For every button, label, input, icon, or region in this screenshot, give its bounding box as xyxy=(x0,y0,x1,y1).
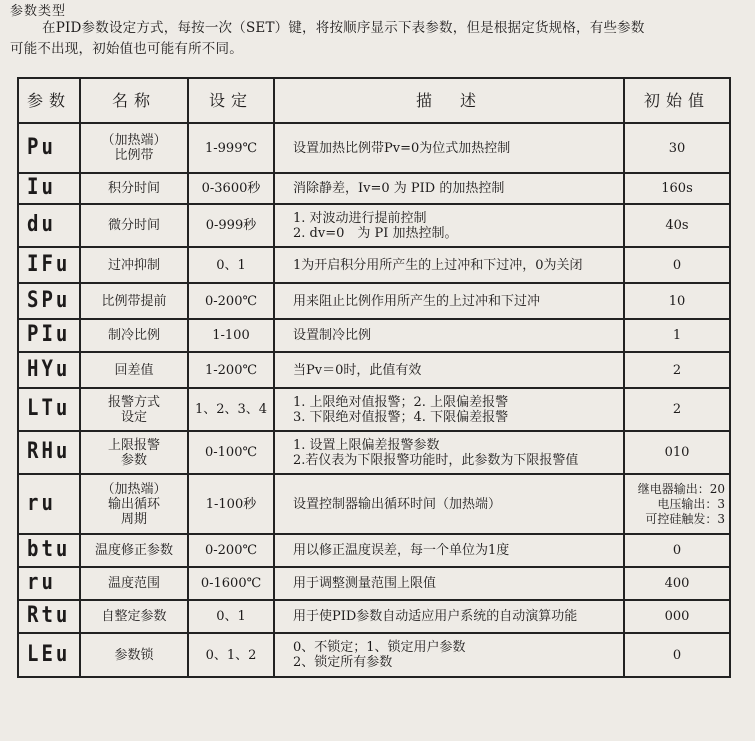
param-code: HYu xyxy=(27,355,71,382)
table-row xyxy=(18,283,730,319)
param-initial-cell xyxy=(624,352,730,388)
header-initial: 初始值 xyxy=(624,78,730,123)
param-initial-cell xyxy=(624,567,730,600)
param-initial-cell xyxy=(624,600,730,633)
param-description-line: 设置制冷比例 xyxy=(293,328,372,343)
param-setting-cell: 1-200℃ xyxy=(188,352,274,388)
param-description-cell xyxy=(274,173,624,204)
param-initial-cell xyxy=(624,633,730,677)
param-setting-cell: 0、1 xyxy=(188,247,274,283)
param-code-cell xyxy=(18,247,80,283)
table-row xyxy=(18,534,730,567)
param-code: IFu xyxy=(27,250,71,277)
param-setting-cell: 0-200℃ xyxy=(188,534,274,567)
param-initial-value: 0 xyxy=(672,257,682,273)
param-name-line: 输出循环 xyxy=(107,496,160,512)
table-body xyxy=(18,123,730,677)
parameter-table xyxy=(17,77,731,678)
param-description-line: 1为开启积分用所产生的上过冲和下过冲，0为关闭 xyxy=(293,257,583,273)
param-name-line: 周期 xyxy=(120,511,147,527)
param-setting-cell: 0-999秒 xyxy=(188,204,274,247)
header-code: 参数 xyxy=(18,78,80,123)
param-description-line: 2. dv=0 为 PI 加热控制。 xyxy=(293,225,458,241)
param-code-cell xyxy=(18,534,80,567)
param-name-cell xyxy=(80,431,188,474)
param-name-line: 积分时间 xyxy=(107,181,160,196)
param-code: Iu xyxy=(27,174,56,200)
param-name-line: 参数锁 xyxy=(114,647,154,663)
param-description-line: 用来阻止比例作用所产生的上过冲和下过冲 xyxy=(293,293,541,309)
table-row xyxy=(18,474,730,534)
table-header-row xyxy=(18,78,730,123)
param-initial-value: 000 xyxy=(664,609,690,624)
param-name-cell xyxy=(80,173,188,204)
param-name-cell xyxy=(80,388,188,431)
param-initial-value: 可控硅触发：3 xyxy=(645,511,725,526)
param-name-cell xyxy=(80,474,188,534)
param-initial-value: 继电器输出：20 xyxy=(637,481,725,496)
table-row xyxy=(18,431,730,474)
param-description-line: 2、锁定所有参数 xyxy=(293,655,393,670)
param-code: RHu xyxy=(27,438,71,464)
param-description-line: 用于调整测量范围上限值 xyxy=(293,576,437,591)
param-name-line: 回差值 xyxy=(114,362,154,378)
param-initial-cell xyxy=(624,431,730,474)
param-initial-value: 010 xyxy=(664,445,690,460)
param-code-cell xyxy=(18,431,80,474)
param-name-cell xyxy=(80,534,188,567)
header-setting: 设定 xyxy=(188,78,274,123)
param-description-cell xyxy=(274,283,624,319)
param-initial-value: 0 xyxy=(672,647,682,663)
param-description-line: 1. 上限绝对值报警；2. 上限偏差报警 xyxy=(293,394,509,410)
param-name-line: 报警方式 xyxy=(107,394,160,410)
param-code-cell xyxy=(18,600,80,633)
param-code-cell xyxy=(18,388,80,431)
section-title: 参数类型 xyxy=(10,4,67,19)
param-initial-cell xyxy=(624,474,730,534)
param-code: btu xyxy=(27,536,71,562)
param-name-line: 微分时间 xyxy=(107,218,160,233)
table-row xyxy=(18,173,730,204)
param-description-line: 用于使PID参数自动适应用户系统的自动演算功能 xyxy=(293,609,578,624)
param-description-line: 2.若仪表为下限报警功能时，此参数为下限报警值 xyxy=(293,452,579,468)
param-initial-value: 10 xyxy=(668,293,686,309)
param-description-line: 3. 下限绝对值报警；4. 下限偏差报警 xyxy=(293,409,509,425)
param-initial-cell xyxy=(624,204,730,247)
param-description-cell xyxy=(274,204,624,247)
param-name-cell xyxy=(80,600,188,633)
param-description-line: 0、不锁定；1、锁定用户参数 xyxy=(293,640,466,655)
param-code-cell xyxy=(18,474,80,534)
param-initial-value: 400 xyxy=(664,576,690,591)
param-initial-value: 1 xyxy=(672,328,682,343)
param-name-cell xyxy=(80,123,188,173)
param-initial-value: 0 xyxy=(672,543,682,558)
param-setting-cell: 1-100秒 xyxy=(188,474,274,534)
table-row xyxy=(18,633,730,677)
param-initial-value: 2 xyxy=(672,362,682,378)
param-initial-cell xyxy=(624,534,730,567)
param-name-line: 设定 xyxy=(120,409,147,425)
table-row xyxy=(18,567,730,600)
param-code: ru xyxy=(27,569,56,595)
param-description-cell xyxy=(274,388,624,431)
param-name-line: （加热端） xyxy=(101,481,167,497)
param-description-line: 设置加热比例带Pv=0为位式加热控制 xyxy=(293,140,511,156)
param-code: du xyxy=(27,211,56,237)
param-code-cell xyxy=(18,633,80,677)
param-setting-cell: 0-100℃ xyxy=(188,431,274,474)
param-code: LEu xyxy=(27,640,71,667)
param-code-cell xyxy=(18,567,80,600)
param-description-cell xyxy=(274,600,624,633)
param-description-cell xyxy=(274,633,624,677)
param-name-cell xyxy=(80,319,188,352)
header-description: 描 述 xyxy=(274,78,624,123)
param-initial-value: 2 xyxy=(672,402,682,417)
param-name-line: 自整定参数 xyxy=(101,609,167,624)
param-name-line: 参数 xyxy=(120,452,147,468)
param-code: Pu xyxy=(27,133,56,160)
table-row xyxy=(18,123,730,173)
param-description-line: 当Pv＝0时，此值有效 xyxy=(293,362,422,378)
param-name-line: 上限报警 xyxy=(107,437,160,453)
table-row xyxy=(18,388,730,431)
param-code-cell xyxy=(18,173,80,204)
param-setting-cell: 1、2、3、4 xyxy=(188,388,274,431)
param-description-cell xyxy=(274,567,624,600)
intro-line-2: 可能不出现，初始值也可能有所不同。 xyxy=(10,41,243,57)
param-code: LTu xyxy=(27,395,71,421)
table-row xyxy=(18,600,730,633)
param-name-line: 温度范围 xyxy=(107,576,160,591)
param-code: PIu xyxy=(27,321,71,347)
table-row xyxy=(18,204,730,247)
param-setting-cell: 0-3600秒 xyxy=(188,173,274,204)
param-description-cell xyxy=(274,534,624,567)
param-description-line: 消除静差，Iv=0 为 PID 的加热控制 xyxy=(293,181,505,196)
param-initial-cell xyxy=(624,319,730,352)
param-setting-cell: 0、1、2 xyxy=(188,633,274,677)
param-description-line: 1. 设置上限偏差报警参数 xyxy=(293,437,440,453)
param-name-cell xyxy=(80,204,188,247)
param-description-cell xyxy=(274,431,624,474)
param-initial-value: 30 xyxy=(668,140,686,156)
param-name-line: （加热端） xyxy=(101,133,167,148)
header-name: 名称 xyxy=(80,78,188,123)
param-name-line: 比例带 xyxy=(114,148,154,163)
param-initial-cell xyxy=(624,173,730,204)
param-name-cell xyxy=(80,283,188,319)
table-row xyxy=(18,352,730,388)
param-name-cell xyxy=(80,352,188,388)
param-description-line: 1. 对波动进行提前控制 xyxy=(293,210,427,226)
param-code: ru xyxy=(27,489,56,516)
param-description-cell xyxy=(274,319,624,352)
param-initial-value: 160s xyxy=(661,181,693,196)
param-code: Rtu xyxy=(27,602,71,628)
param-name-line: 比例带提前 xyxy=(101,293,167,309)
param-initial-cell xyxy=(624,283,730,319)
param-code-cell xyxy=(18,352,80,388)
param-setting-cell: 0、1 xyxy=(188,600,274,633)
param-description-cell xyxy=(274,352,624,388)
param-description-cell xyxy=(274,247,624,283)
param-name-line: 过冲抑制 xyxy=(107,257,160,273)
param-initial-cell xyxy=(624,123,730,173)
param-description-line: 用以修正温度误差，每一个单位为1度 xyxy=(293,543,510,558)
intro-paragraph xyxy=(10,18,745,60)
param-description-cell xyxy=(274,123,624,173)
param-initial-cell xyxy=(624,388,730,431)
intro-line-1: 在PID参数设定方式，每按一次（SET）键，将按顺序显示下表参数，但是根据定货规格，有些参数 xyxy=(42,20,645,36)
table-row xyxy=(18,319,730,352)
param-setting-cell: 0-1600℃ xyxy=(188,567,274,600)
param-initial-value: 电压输出：3 xyxy=(657,496,725,511)
param-code-cell xyxy=(18,204,80,247)
param-name-cell xyxy=(80,567,188,600)
param-initial-value: 40s xyxy=(665,218,689,233)
param-description-line: 设置控制器输出循环时间（加热端） xyxy=(293,496,502,512)
param-name-cell xyxy=(80,247,188,283)
param-code-cell xyxy=(18,319,80,352)
param-description-cell xyxy=(274,474,624,534)
table-row xyxy=(18,247,730,283)
param-name-line: 温度修正参数 xyxy=(94,543,173,558)
param-setting-cell: 1-100 xyxy=(188,319,274,352)
param-setting-cell: 1-999℃ xyxy=(188,123,274,173)
param-name-line: 制冷比例 xyxy=(107,328,160,343)
param-code: SPu xyxy=(27,286,71,313)
param-code-cell xyxy=(18,283,80,319)
param-name-cell xyxy=(80,633,188,677)
param-setting-cell: 0-200℃ xyxy=(188,283,274,319)
param-initial-cell xyxy=(624,247,730,283)
param-code-cell xyxy=(18,123,80,173)
